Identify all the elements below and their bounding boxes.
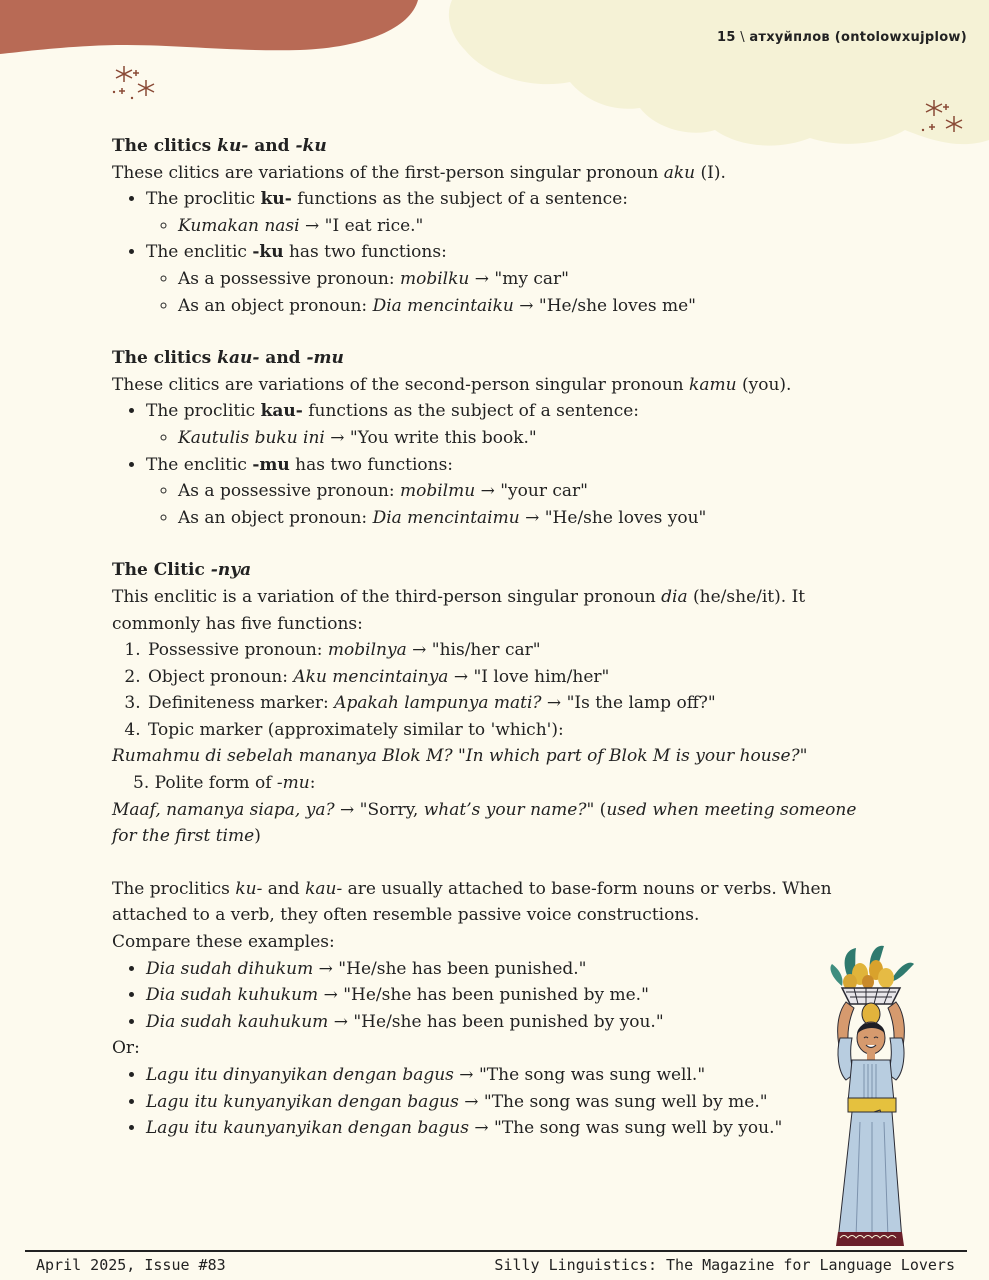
function-list (112, 637, 882, 743)
list-item: 4. Topic marker (approximately similar to 'which'): (146, 717, 882, 744)
list-item: ◦ As a possessive pronoun: mobilku → "my car" (178, 266, 882, 293)
example-list (112, 956, 882, 1036)
section-nya (112, 557, 882, 850)
section-intro: These clitics are variations of the second-person singular pronoun kamu (you). (112, 374, 792, 395)
sparkle-icon (918, 98, 968, 138)
article-body (112, 133, 882, 1168)
header-separator: \ (740, 30, 745, 45)
list-item: ◦ Kautulis buku ini → "You write this book." (178, 425, 882, 452)
footer-rule (25, 1250, 967, 1252)
clitic-list (112, 186, 882, 319)
polite-form-example: Maaf, namanya siapa, ya? → "Sorry, what’s your name?" (used when meeting someone for the first time) (112, 799, 857, 847)
list-item: • Dia sudah kuhukum → "He/she has been punished by me." (146, 982, 882, 1009)
polite-form-label: 5. Polite form of -mu: (133, 773, 316, 794)
list-item: ◦ As an object pronoun: Dia mencintaimu → "He/she loves you" (178, 505, 882, 532)
issue-date: April 2025, Issue #83 (36, 1256, 226, 1274)
list-item: 1. Possessive pronoun: mobilnya → "his/her car" (146, 637, 882, 664)
list-item: • Lagu itu kunyanyikan dengan bagus → "The song was sung well by me." (146, 1089, 882, 1116)
list-item: ◦ Kumakan nasi → "I eat rice." (178, 213, 882, 240)
list-item: • Lagu itu dinyanyikan dengan bagus → "The song was sung well." (146, 1062, 882, 1089)
list-item: • Dia sudah kauhukum → "He/she has been punished by you." (146, 1009, 882, 1036)
section-intro: This enclitic is a variation of the third-person singular pronoun dia (he/she/it). It commonly has five functions: (112, 586, 806, 634)
page-number: 15 (717, 30, 736, 45)
list-item: 3. Definiteness marker: Apakah lampunya mati? → "Is the lamp off?" (146, 690, 882, 717)
woman-with-fruit-basket-illustration (820, 942, 920, 1252)
list-item: • The enclitic -ku has two functions: ◦ As a possessive pronoun: mobilku → "my car" ◦ As an object pronoun: Dia mencintaiku → "He/she loves me" (146, 239, 882, 319)
section-heading: The clitics kau- and -mu (112, 348, 344, 369)
list-item: • The proclitic ku- functions as the subject of a sentence: ◦ Kumakan nasi → "I eat rice." (146, 186, 882, 239)
section-comparison (112, 876, 882, 1142)
topic-marker-example: Rumahmu di sebelah mananya Blok M? "In which part of Blok M is your house?" (112, 746, 808, 767)
list-item: • Dia sudah dihukum → "He/she has been punished." (146, 956, 882, 983)
section-ku (112, 133, 882, 319)
example-list (112, 1062, 882, 1142)
section-intro: These clitics are variations of the first-person singular pronoun aku (I). (112, 162, 726, 183)
section-heading: The Clitic -nya (112, 560, 252, 581)
or-label: Or: (112, 1038, 140, 1059)
page-header (717, 30, 967, 45)
list-item: • Lagu itu kaunyanyikan dengan bagus → "The song was sung well by you." (146, 1115, 882, 1142)
section-heading: The clitics ku- and -ku (112, 136, 327, 156)
compare-label: Compare these examples: (112, 932, 335, 953)
list-item: 2. Object pronoun: Aku mencintainya → "I love him/her" (146, 664, 882, 691)
list-item: ◦ As a possessive pronoun: mobilmu → "your car" (178, 478, 882, 505)
sparkle-icon (110, 62, 160, 102)
list-item: • The enclitic -mu has two functions: ◦ As a possessive pronoun: mobilmu → "your car" ◦ As an object pronoun: Dia mencintaimu → "He/she loves you" (146, 452, 882, 532)
comparison-paragraph: The proclitics ku- and kau- are usually attached to base-form nouns or verbs. When attached to a verb, they often resemble passive voice constructions. (112, 878, 832, 926)
clitic-list (112, 398, 882, 531)
section-kau (112, 345, 882, 531)
list-item: ◦ As an object pronoun: Dia mencintaiku → "He/she loves me" (178, 293, 882, 320)
header-title: атхуйплов (ontolowxujplow) (749, 30, 967, 45)
magazine-title: Silly Linguistics: The Magazine for Language Lovers (494, 1256, 955, 1274)
list-item: • The proclitic kau- functions as the subject of a sentence: ◦ Kautulis buku ini → "You write this book." (146, 398, 882, 451)
